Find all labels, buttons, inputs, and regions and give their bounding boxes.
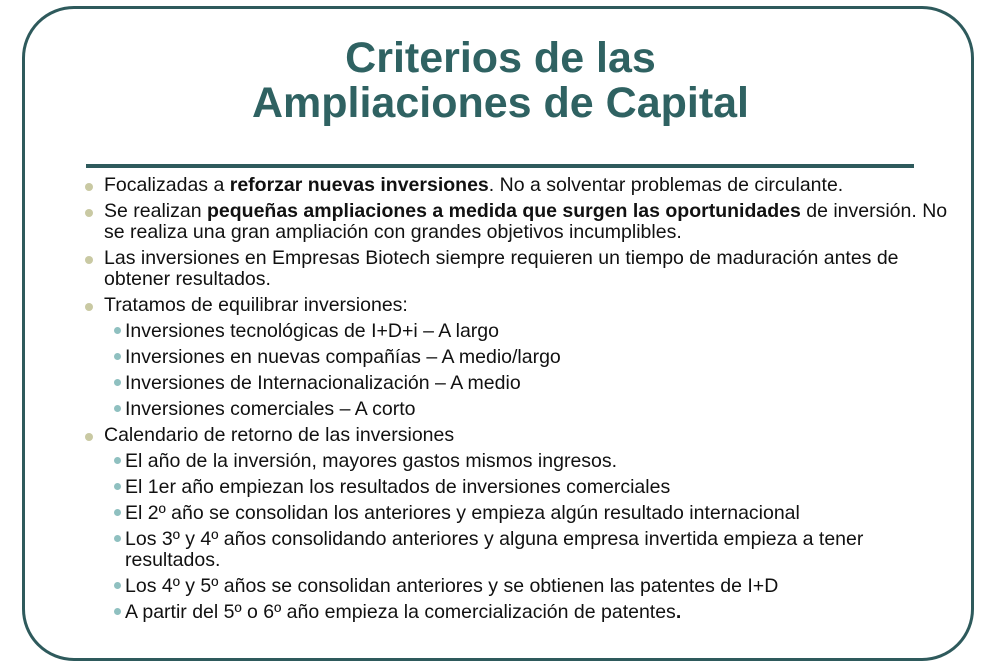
bullet-dot-icon [85,433,93,441]
bullet-2-pre: Se realizan [104,200,207,222]
sub-bullet-end-period: . [675,601,682,623]
sub-bullet-dot-icon [114,405,121,412]
sub-bullet-dot-icon [114,379,121,386]
sub-bullet-dot-icon [114,608,121,615]
sub-bullet-text: El 1er año empiezan los resultados de inversiones comerciales [125,476,671,498]
sub-bullet-text: Los 3º y 4º años consolidando anteriores y alguna empresa invertida empieza a tener resultados. [125,528,864,571]
sub-bullet-text: El año de la inversión, mayores gastos mismos ingresos. [125,450,618,472]
bullet-item-2 [80,201,960,243]
bullet-dot-icon [85,209,93,217]
sub-bullet-4-1 [80,321,960,342]
sub-bullet-5-6 [80,602,960,623]
bullet-item-1 [80,175,960,196]
sub-bullet-text: Inversiones tecnológicas de I+D+i – A largo [125,320,499,342]
bullet-2-post: de inversión. No se realiza una gran ampliación con grandes objetivos incumplibles. [104,200,948,243]
title-line-2: Ampliaciones de Capital [251,79,750,127]
sub-bullet-5-4 [80,529,960,571]
sub-bullet-text: A partir del 5º o 6º año empieza la comercialización de patentes [125,601,676,623]
sub-bullet-5-3 [80,503,960,524]
bullet-item-4 [80,295,960,316]
sub-bullet-5-5 [80,576,960,597]
sub-bullet-dot-icon [114,483,121,490]
sub-bullet-text: Inversiones comerciales – A corto [125,398,416,420]
bullet-dot-icon [85,303,93,311]
sub-bullet-text: El 2º año se consolidan los anteriores y empieza algún resultado internacional [125,502,800,524]
bullet-5-text: Calendario de retorno de las inversiones [104,424,455,446]
sub-bullet-text: Los 4º y 5º años se consolidan anteriores y se obtienen las patentes de I+D [125,575,779,597]
title-divider [86,164,914,168]
sub-bullet-dot-icon [114,535,121,542]
title-line-1: Criterios de las [345,34,656,82]
bullet-1-bold: reforzar nuevas inversiones [229,174,489,196]
bullet-4-text: Tratamos de equilibrar inversiones: [104,294,408,316]
bullet-item-5 [80,425,960,446]
bullet-3-text: Las inversiones en Empresas Biotech siempre requieren un tiempo de maduración antes de obtener resultados. [104,247,899,290]
sub-bullet-5-2 [80,477,960,498]
sub-bullet-dot-icon [114,353,121,360]
bullet-1-pre: Focalizadas a [104,174,230,196]
bullet-dot-icon [85,256,93,264]
sub-bullet-dot-icon [114,457,121,464]
bullet-1-post: . No a solventar problemas de circulante. [488,174,844,196]
sub-bullet-5-1 [80,451,960,472]
sub-bullet-dot-icon [114,582,121,589]
bullet-2-bold: pequeñas ampliaciones a medida que surgen las oportunidades [206,200,801,222]
bullet-item-3 [80,248,960,290]
slide-title [0,36,1001,126]
bullet-list [80,175,960,628]
sub-bullet-4-2 [80,347,960,368]
sub-bullet-4-4 [80,399,960,420]
sub-bullet-4-3 [80,373,960,394]
sub-bullet-text: Inversiones en nuevas compañías – A medio/largo [125,346,561,368]
sub-bullet-dot-icon [114,509,121,516]
bullet-dot-icon [85,183,93,191]
sub-bullet-text: Inversiones de Internacionalización – A medio [125,372,521,394]
sub-bullet-dot-icon [114,327,121,334]
